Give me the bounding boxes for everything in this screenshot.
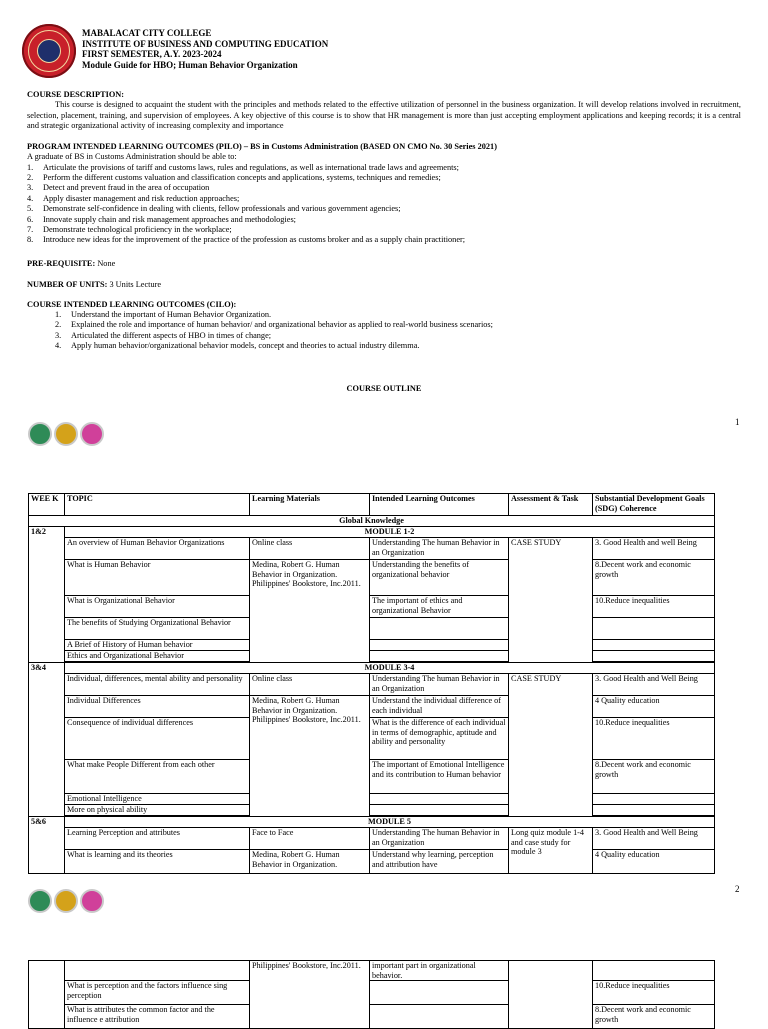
table-row: Learning Perception and attributes Face to Face Understanding The human Behavior in an Organization Long quiz module 1-4 and case study for module 3 3. Good Health and Well Being <box>29 828 715 850</box>
table-row: Emotional Intelligence <box>29 794 715 805</box>
table-row: What is perception and the factors influence sing perception 10.Reduce inequalities <box>29 981 715 1005</box>
page-number: 2 <box>735 884 740 894</box>
week-cell: 5&6 <box>29 817 65 874</box>
list-item: 8. Introduce new ideas for the improvement of the practice of the profession as customs broker and as a supply chain practitioner; <box>27 235 466 245</box>
semester: FIRST SEMESTER, A.Y. 2023-2024 <box>82 49 222 59</box>
college-seal-logo <box>22 24 76 78</box>
module-title: MODULE 3-4 <box>65 663 715 674</box>
pilo-list <box>27 163 741 246</box>
pilo-intro: A graduate of BS in Customs Administration should be able to: <box>27 152 237 162</box>
list-item: 4. Apply human behavior/organizational behavior models, concept and theories to actual industry dilemma. <box>55 341 420 351</box>
list-item: 1. Articulate the provisions of tariff and customs laws, rules and regulations, as well as international trade laws and agreements; <box>27 162 459 172</box>
number-of-units: NUMBER OF UNITS: 3 Units Lecture <box>27 280 162 289</box>
sdg-4-icon <box>54 889 78 913</box>
table-row: The benefits of Studying Organizational Behavior <box>29 618 715 640</box>
cilo-title: COURSE INTENDED LEARNING OUTCOMES (CILO): <box>27 300 237 309</box>
page-number: 1 <box>735 417 740 427</box>
table-row: Individual, differences, mental ability and personality Online class Understanding The human Behavior in an Organization CASE STUDY 3. Good Health and Well Being <box>29 674 715 696</box>
sdg-4-icon <box>54 422 78 446</box>
table-row: Consequence of individual differences What is the difference of each individual in terms of demographic, aptitude and ability and personality 10.Reduce inequalities <box>29 718 715 760</box>
table-header-row <box>29 494 715 516</box>
pilo-title: PROGRAM INTENDED LEARNING OUTCOMES (PILO) – BS in Customs Administration (BASED ON CMO No. 30 Series 2021) <box>27 142 497 151</box>
list-item: 1. Understand the important of Human Behavior Organization. <box>55 310 272 319</box>
sdg-3-icon <box>28 889 52 913</box>
table-row: A Brief of History of Human behavior <box>29 640 715 651</box>
course-description-label: COURSE DESCRIPTION: <box>27 90 125 99</box>
course-outline-title: COURSE OUTLINE <box>346 384 422 393</box>
course-description-text: This course is designed to acquaint the student with the principles and methods related to the effective utilization of personnel in the business organization. It will develop relations involved in recruitment, selection, placement, training, and supervision of employees. A key objective of this course is to show that HR management is more than just accepting employment applications and keeping records; it is a central and strategic organizational activity of increasing complexity and importance <box>27 100 741 131</box>
column-header: Substantial Development Goals (SDG) Coherence <box>593 494 715 516</box>
column-header: WEE K <box>29 494 65 516</box>
table-row: Individual Differences Medina, Robert G. Human Behavior in Organization. Philippines' Bookstore, Inc.2011. Understand the individual difference of each individual 4 Quality education <box>29 696 715 718</box>
course-outline-table-continued <box>28 960 715 1029</box>
module-title: MODULE 5 <box>65 817 715 828</box>
list-item: 5. Demonstrate self-confidence in dealing with clients, fellow professionals and various government agencies; <box>27 204 401 214</box>
sdg-10-icon <box>80 422 104 446</box>
document-header <box>82 28 328 70</box>
table-row: What is Human Behavior Medina, Robert G. Human Behavior in Organization. Philippines' Bookstore, Inc.2011. Understanding the benefits of organizational behavior 8.Decent work and economic growth <box>29 560 715 596</box>
column-header: Learning Materials <box>250 494 370 516</box>
week-cell: 1&2 <box>29 527 65 663</box>
institute-name: INSTITUTE OF BUSINESS AND COMPUTING EDUCATION <box>82 38 329 49</box>
list-item: 2. Explained the role and importance of human behavior/ and organizational behavior as applied to real-world business scenarios; <box>55 320 493 330</box>
course-description <box>27 90 741 131</box>
week-cell: 3&4 <box>29 663 65 817</box>
module-guide-title: Module Guide for HBO; Human Behavior Organization <box>82 59 298 70</box>
column-header: Assessment & Task <box>509 494 593 516</box>
global-knowledge-row: Global Knowledge <box>29 516 715 527</box>
table-row: More on physical ability <box>29 805 715 816</box>
sdg-10-icon <box>80 889 104 913</box>
table-row: Philippines' Bookstore, Inc.2011. important part in organizational behavior. <box>29 961 715 981</box>
cilo-list <box>55 310 493 351</box>
column-header: TOPIC <box>65 494 250 516</box>
table-row: Ethics and Organizational Behavior <box>29 651 715 662</box>
list-item: 3. Detect and prevent fraud in the area of occupation <box>27 183 210 193</box>
list-item: 2. Perform the different customs valuation and classification concepts and applications, systems, techniques and remedies; <box>27 173 441 183</box>
sdg-icons <box>28 422 104 446</box>
table-row: What make People Different from each other The important of Emotional Intelligence and its contribution to Human behavior 8.Decent work and economic growth <box>29 760 715 794</box>
pilo-section <box>27 142 741 246</box>
course-outline-table <box>28 493 715 874</box>
sdg-icons <box>28 889 104 913</box>
list-item: 6. Innovate supply chain and risk management approaches and methodologies; <box>27 214 296 224</box>
table-row: What is learning and its theories Medina, Robert G. Human Behavior in Organization. Understand why learning, perception and attribution have 4 Quality education <box>29 850 715 874</box>
table-row: What is Organizational Behavior The important of ethics and organizational Behavior 10.Reduce inequalities <box>29 596 715 618</box>
list-item: 3. Articulated the different aspects of HBO in times of change; <box>55 330 272 340</box>
list-item: 7. Demonstrate technological proficiency in the workplace; <box>27 224 232 234</box>
module-title: MODULE 1-2 <box>65 527 715 538</box>
college-name: MABALACAT CITY COLLEGE <box>82 28 212 38</box>
prerequisite: PRE-REQUISITE: None <box>27 259 116 268</box>
table-row: An overview of Human Behavior Organizations Online class Understanding The human Behavior in an Organization CASE STUDY 3. Good Health and well Being <box>29 538 715 560</box>
column-header: Intended Learning Outcomes <box>370 494 509 516</box>
sdg-3-icon <box>28 422 52 446</box>
list-item: 4. Apply disaster management and risk reduction approaches; <box>27 193 240 203</box>
table-row: What is attributes the common factor and the influence e attribution 8.Decent work and economic growth <box>29 1005 715 1029</box>
